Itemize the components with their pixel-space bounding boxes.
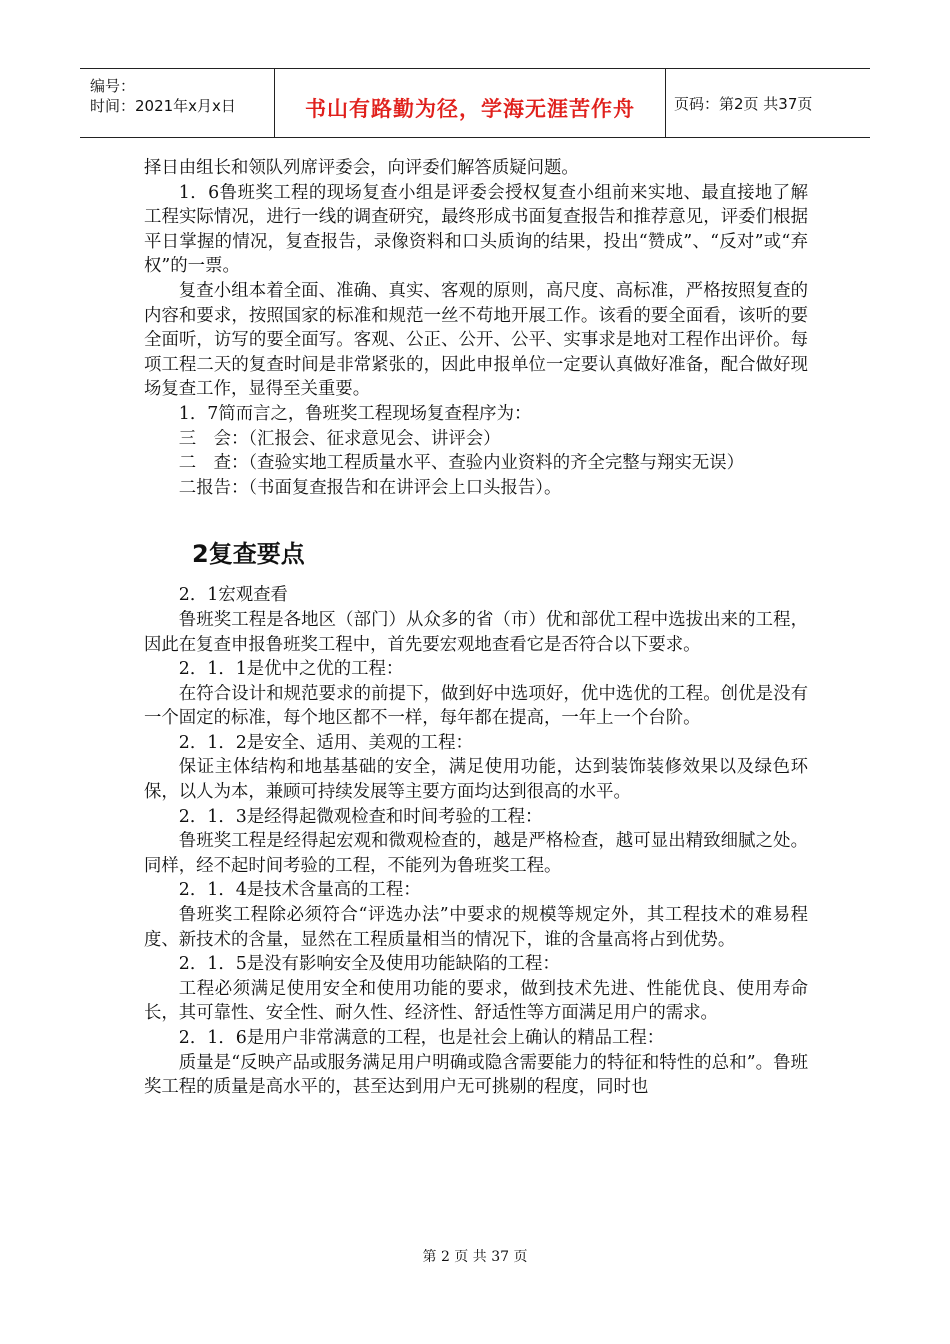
date-label: 时间：2021年x月x日: [90, 97, 236, 115]
paragraph: 鲁班奖工程是各地区（部门）从众多的省（市）优和部优工程中选拔出来的工程，因此在复查申报鲁班奖工程中，首先要宏观地查看它是否符合以下要求。: [144, 609, 808, 655]
paragraph: 鲁班奖工程是经得起宏观和微观检查的，越是严格检查，越可显出精致细腻之处。同样，经不起时间考验的工程，不能列为鲁班奖工程。: [144, 831, 808, 876]
paragraph: 三 会：（汇报会、征求意见会、讲评会）: [178, 428, 501, 449]
page-header: [80, 68, 870, 138]
subsection-title: 2．1宏观查看: [178, 585, 288, 606]
subsection-title: 2．1．1是优中之优的工程：: [178, 659, 404, 680]
paragraph: 保证主体结构和地基基础的安全，满足使用功能，达到装饰装修效果以及绿色环保，以人为本，兼顾可持续发展等主要方面均达到很高的水平。: [144, 757, 808, 803]
header-motto-cell: [274, 69, 666, 137]
subsection-title: 2．1．4是技术含量高的工程：: [178, 880, 421, 901]
paragraph: 工程必须满足使用安全和使用功能的要求，做到技术先进、性能优良、使用寿命长，其可靠性、安全性、耐久性、经济性、舒适性等方面满足用户的需求。: [144, 978, 808, 1024]
paragraph: 择日由组长和领队列席评委会，向评委们解答质疑问题。: [144, 158, 579, 178]
document-body: [144, 156, 808, 1100]
paragraph: 1．7简而言之，鲁班奖工程现场复查程序为：: [178, 403, 532, 424]
subsection-title: 2．1．3是经得起微观检查和时间考验的工程：: [178, 806, 543, 827]
paragraph: 在符合设计和规范要求的前提下，做到好中选项好，优中选优的工程。创优是没有一个固定的标准，每个地区都不一样，每年都在提高，一年上一个台阶。: [144, 683, 808, 729]
paragraph: 复查小组本着全面、准确、真实、客观的原则，高尺度、高标准，严格按照复查的内容和要求，按照国家的标准和规范一丝不苟地开展工作。该看的要全面看，该听的要全面听，访写的要全面写。客观、公正、公开、公平、实事求是地对工程作出评价。每项工程二天的复查时间是非常紧张的，因此申报单位一定要认真做好准备，配合做好现场复查工作，显得至关重要。: [144, 280, 808, 400]
paragraph: 二报告：（书面复查报告和在讲评会上口头报告）。: [178, 477, 562, 498]
subsection-title: 2．1．6是用户非常满意的工程，也是社会上确认的精品工程：: [178, 1028, 665, 1048]
subsection-title: 2．1．5是没有影响安全及使用功能缺陷的工程：: [178, 954, 560, 975]
paragraph: 鲁班奖工程除必须符合“评选办法”中要求的规模等规定外，其工程技术的难易程度、新技术的含量，显然在工程质量相当的情况下，谁的含量高将占到优势。: [144, 905, 808, 950]
serial-label: 编号：: [90, 77, 136, 95]
header-meta: [80, 69, 274, 137]
paragraph: 二 查：（查验实地工程质量水平、查验内业资料的齐全完整与翔实无误）: [178, 453, 744, 474]
motto-text: 书山有路勤为径，学海无涯苦作舟: [305, 97, 635, 121]
section-heading: 2复查要点: [192, 540, 305, 569]
paragraph: 1．6鲁班奖工程的现场复查小组是评委会授权复查小组前来实地、最直接地了解工程实际情况，进行一线的调查研究，最终形成书面复查报告和推荐意见，评委们根据平日掌握的情况，复查报告，录像资料和口头质询的结果，投出“赞成”、“反对”或“弃权”的一票。: [144, 182, 808, 277]
subsection-title: 2．1．2是安全、适用、美观的工程：: [178, 732, 473, 753]
page-info: 页码：第2页 共37页: [674, 95, 813, 113]
paragraph: 质量是“反映产品或服务满足用户明确或隐含需要能力的特征和特性的总和”。鲁班奖工程的质量是高水平的，甚至达到用户无可挑剔的程度，同时也: [144, 1052, 808, 1098]
page-footer: 第 2 页 共 37 页: [422, 1249, 528, 1265]
